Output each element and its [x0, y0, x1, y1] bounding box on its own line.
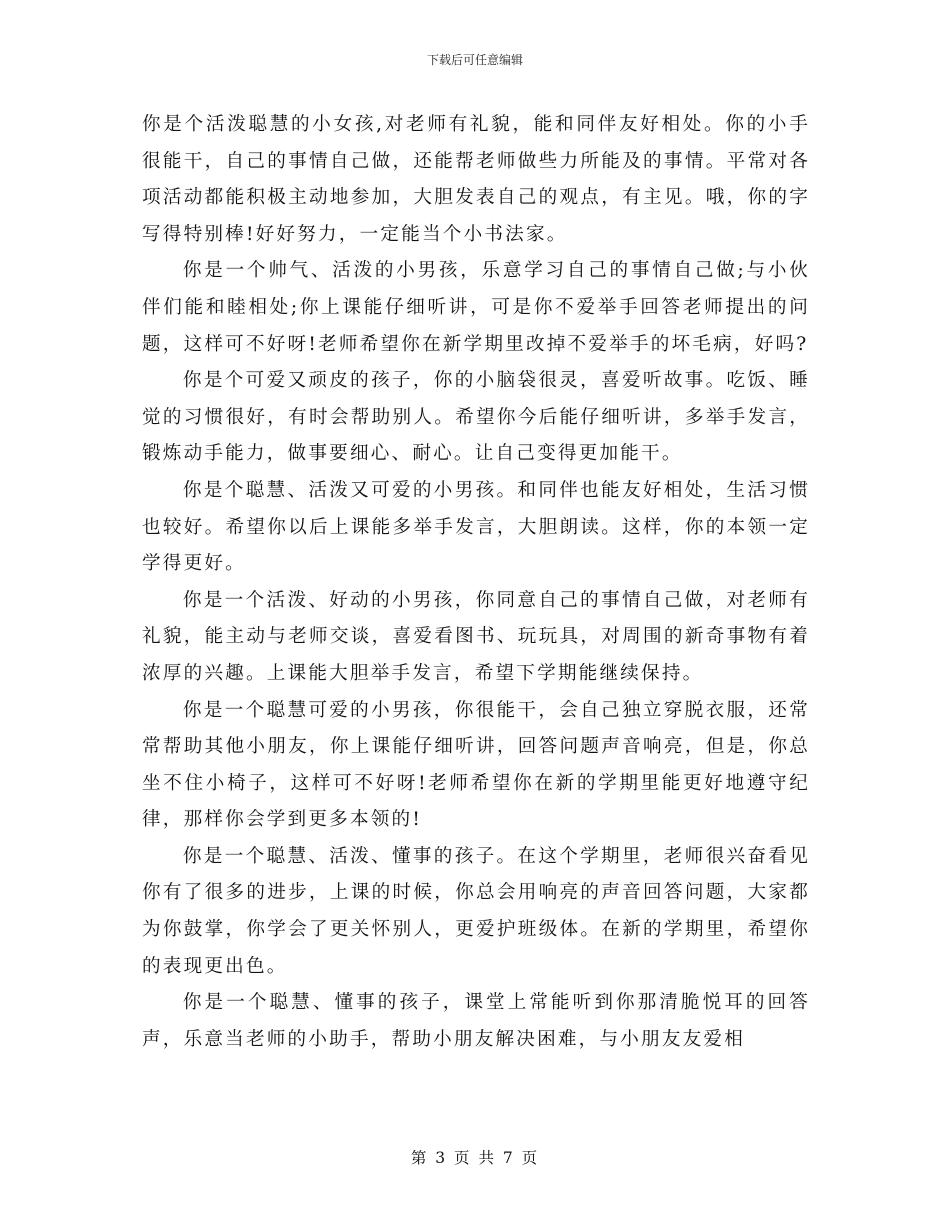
- paragraph: 你是个聪慧、活泼又可爱的小男孩。和同伴也能友好相处，生活习惯也较好。希望你以后上课能多举手发言，大胆朗读。这样，你的本领一定学得更好。: [142, 479, 810, 575]
- document-body: [142, 107, 810, 1058]
- paragraph: 你是一个聪慧、活泼、懂事的孩子。在这个学期里，老师很兴奋看见你有了很多的进步，上课的时候，你总会用响亮的声音回答问题，大家都为你鼓掌，你学会了更关怀别人，更爱护班级体。在新的学期里，希望你的表现更出色。: [142, 845, 810, 977]
- paragraph: 你是一个活泼、好动的小男孩，你同意自己的事情自己做，对老师有礼貌，能主动与老师交谈，喜爱看图书、玩玩具，对周围的新奇事物有着浓厚的兴趣。上课能大胆举手发言，希望下学期能继续保持。: [142, 589, 810, 684]
- page-header: 下载后可任意编辑: [426, 53, 523, 67]
- page-number-footer: 第 3 页 共 7 页: [410, 1149, 540, 1167]
- paragraph: 你是一个聪慧、懂事的孩子，课堂上常能听到你那清脆悦耳的回答声，乐意当老师的小助手，帮助小朋友解决困难，与小朋友友爱相: [142, 992, 810, 1050]
- paragraph: 你是一个聪慧可爱的小男孩，你很能干，会自己独立穿脱衣服，还常常帮助其他小朋友，你上课能仔细听讲，回答问题声音响亮，但是，你总坐不住小椅子，这样可不好呀!老师希望你在新的学期里能更好地遵守纪律，那样你会学到更多本领的!: [142, 699, 810, 831]
- paragraph: 你是个活泼聪慧的小女孩,对老师有礼貌，能和同伴友好相处。你的小手很能干，自己的事情自己做，还能帮老师做些力所能及的事情。平常对各项活动都能积极主动地参加，大胆发表自己的观点，有主见。哦，你的字写得特别棒!好好努力，一定能当个小书法家。: [142, 114, 810, 245]
- paragraph: 你是一个帅气、活泼的小男孩，乐意学习自己的事情自己做;与小伙伴们能和睦相处;你上课能仔细听讲，可是你不爱举手回答老师提出的问题，这样可不好呀!老师希望你在新学期里改掉不爱举手的坏毛病，好吗?: [142, 260, 810, 355]
- paragraph: 你是个可爱又顽皮的孩子，你的小脑袋很灵，喜爱听故事。吃饭、睡觉的习惯很好，有时会帮助别人。希望你今后能仔细听讲，多举手发言，锻炼动手能力，做事要细心、耐心。让自己变得更加能干。: [142, 370, 810, 465]
